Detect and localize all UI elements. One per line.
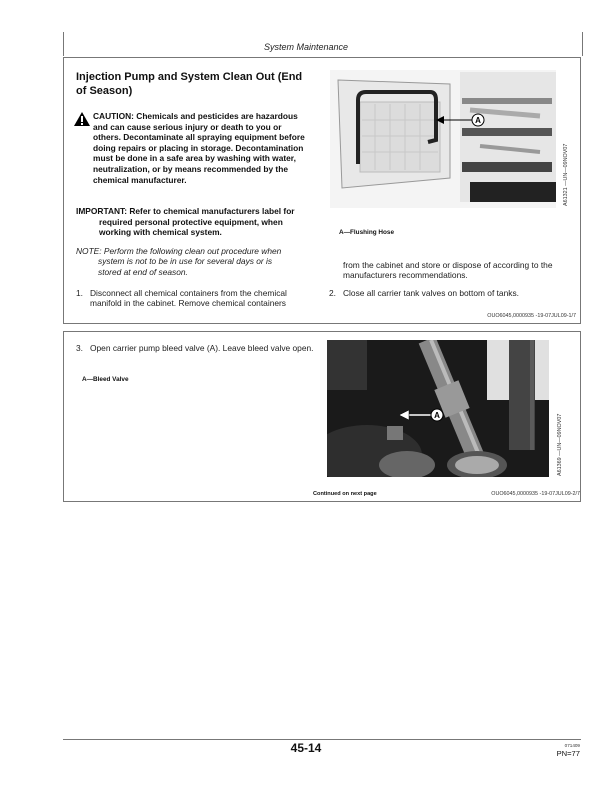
step-1-text: Disconnect all chemical containers from the chemical manifold in the cabinet. Remove chemical containers [90,288,287,309]
step-3 [76,343,316,353]
important-label-text: IMPORTANT: Refer to chemical manufacturers label for required personal protective equipment, when working with chemical system. [76,206,295,238]
image-id-1: A61321 —UN—09NOV07 [563,143,569,206]
step-1-continued: from the cabinet and store or dispose of according to the manufacturers recommendations. [343,260,553,281]
caption-flushing-hose: A—Flushing Hose [339,229,395,236]
bleed-valve-photo [327,340,549,477]
step-3-text: Open carrier pump bleed valve (A). Leave bleed valve open. [90,343,314,353]
caution-text: CAUTION: Chemicals and pesticides are hazardous and can cause serious injury or death to you or others. Decontaminate all spraying equipment before doing repairs or placing in storage. Decontamination must be done in a safe area by washing with water, neutralization, or by means recommended by the chemical manufacturer. [93,111,305,185]
important-text [76,206,311,238]
footer-pn: PN=77 [556,749,580,758]
page-number: 45-14 [290,741,322,755]
caption-bleed-valve: A—Bleed Valve [82,376,129,383]
flushing-hose-photo [330,70,556,208]
ref-id-2: OUO6045,0000935 -19-07JUL09-2/7 [491,491,580,497]
callout-a-label-2: A [434,411,440,420]
warning-icon [74,112,90,126]
step-1-number: 1. [76,288,83,298]
callout-a-label: A [475,116,481,125]
footer-rule [63,739,581,740]
step-2-number: 2. [329,288,336,298]
footer-code: 071409 [564,743,580,748]
step-3-number: 3. [76,343,83,353]
ref-id-1: OUO6045,0000935 -19-07JUL09-1/7 [487,313,576,319]
step-2 [329,288,569,298]
note-text [76,246,296,277]
continued-note: Continued on next page [313,491,377,497]
note-content: NOTE: Perform the following clean out procedure when system is not to be in use for several days or is stored at end of season. [76,246,282,277]
step-2-text: Close all carrier tank valves on bottom of tanks. [343,288,519,298]
step-1 [76,288,312,309]
section-title: Injection Pump and System Clean Out (End of Season) [76,71,303,97]
image-id-2: A61369 —UN—09NOV07 [557,413,563,476]
page-header-title: System Maintenance [263,42,349,52]
